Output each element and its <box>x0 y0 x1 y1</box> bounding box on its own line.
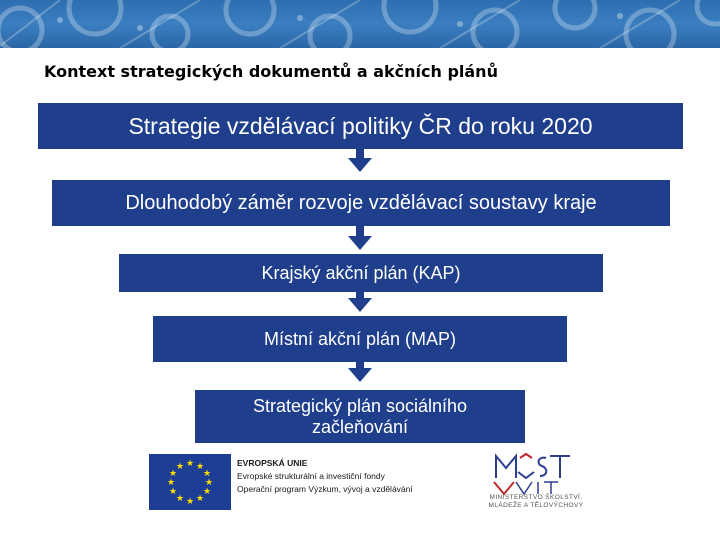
eu-stars <box>149 454 231 510</box>
svg-text:★: ★ <box>202 469 212 479</box>
eu-flag-logo <box>149 454 231 510</box>
flow-box-label-line2: začleňování <box>311 416 409 437</box>
flow-box-socialni-zaclenovani <box>195 390 525 443</box>
svg-text:★: ★ <box>195 462 205 472</box>
svg-text:★: ★ <box>166 478 176 488</box>
down-arrow-icon <box>348 236 372 250</box>
down-arrow-icon <box>348 368 372 382</box>
svg-text:★: ★ <box>202 487 212 497</box>
flow-box-label: Dlouhodobý záměr rozvoje vzdělávací soustavy kraje <box>125 191 597 214</box>
msmt-caption <box>470 494 602 510</box>
down-arrow-icon <box>348 158 372 172</box>
banner-pattern <box>0 0 720 48</box>
flow-box-strategie <box>38 103 683 149</box>
flow-box-label-line1: Strategický plán sociálního <box>252 395 468 416</box>
eu-line: EVROPSKÁ UNIE <box>237 458 308 468</box>
slide-title: Kontext strategických dokumentů a akčních plánů <box>44 62 498 81</box>
flow-box-label: Místní akční plán (MAP) <box>263 328 457 349</box>
header-banner <box>0 0 720 48</box>
svg-text:★: ★ <box>168 469 178 479</box>
msmt-caption-line2: MLÁDEŽE A TĚLOVÝCHOVY <box>488 502 584 509</box>
svg-text:★: ★ <box>168 487 178 497</box>
svg-text:★: ★ <box>195 494 205 504</box>
flow-box-map <box>153 316 567 362</box>
svg-text:★: ★ <box>185 459 195 469</box>
msmt-logo <box>486 452 586 510</box>
svg-text:★: ★ <box>204 478 214 488</box>
eu-line: Operační program Výzkum, vývoj a vzdělávání <box>237 484 413 494</box>
svg-text:★: ★ <box>185 497 195 507</box>
svg-text:★: ★ <box>175 462 185 472</box>
flow-box-label: Strategie vzdělávací politiky ČR do roku 2020 <box>128 112 593 139</box>
arrow-stem <box>356 226 364 236</box>
msmt-caption-line1: MINISTERSTVO ŠKOLSTVÍ, <box>489 494 583 501</box>
flow-box-dlouhodoby-zamer <box>52 180 670 226</box>
eu-program-text <box>237 457 413 496</box>
flow-box-label: Krajský akční plán (KAP) <box>261 262 461 283</box>
down-arrow-icon <box>348 298 372 312</box>
flow-box-kap <box>119 254 603 292</box>
eu-line: Evropské strukturální a investiční fondy <box>237 471 385 481</box>
svg-text:★: ★ <box>175 494 185 504</box>
